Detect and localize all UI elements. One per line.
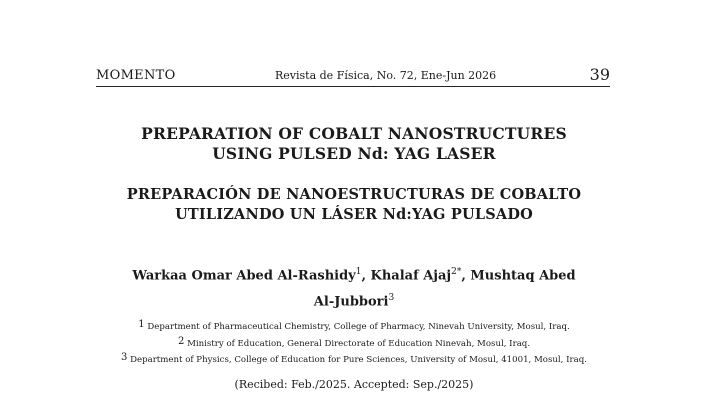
running-header: [96, 66, 610, 87]
english-title-line-2: USING PULSED Nd: YAG LASER: [212, 144, 496, 163]
affiliation-number: 2: [177, 335, 185, 347]
page-number: 39: [589, 65, 610, 84]
affiliation-text: Department of Physics, College of Education for Pure Sciences, University of Mosul, 41001, Mosul, Iraq.: [130, 355, 587, 365]
affiliation-text: Department of Pharmaceutical Chemistry, College of Pharmacy, Ninevah University, Mosul, Iraq.: [147, 322, 570, 332]
author-3-affil-mark: 3: [388, 293, 395, 304]
author-separator: ,: [361, 268, 371, 284]
english-title-line-1: PREPARATION OF COBALT NANOSTRUCTURES: [141, 124, 567, 143]
author-3-name-part-2: Al-Jubbori: [313, 294, 389, 310]
affiliation-1: [0, 318, 708, 335]
author-separator: ,: [461, 268, 471, 284]
english-title: [0, 124, 708, 164]
author-line-1: [0, 261, 708, 287]
author-1-name: Warkaa Omar Abed Al-Rashidy: [132, 268, 356, 284]
affiliation-number: 1: [138, 319, 145, 330]
author-2-affil-mark: 2*: [451, 267, 462, 277]
journal-issue: Revista de Física, No. 72, Ene-Jun 2026: [275, 69, 497, 82]
spanish-title-line-2: UTILIZANDO UN LÁSER Nd:YAG PULSADO: [175, 206, 533, 223]
affiliations: [0, 318, 708, 368]
affiliation-number: 3: [120, 352, 128, 363]
author-3-name-part-1: Mushtaq Abed: [470, 268, 576, 284]
affiliation-3: [0, 351, 708, 368]
received-dates: (Recibed: Feb./2025. Accepted: Sep./2025): [234, 378, 474, 391]
author-2-name: Khalaf Ajaj: [370, 268, 452, 284]
spanish-title-line-1: PREPARACIÓN DE NANOESTRUCTURAS DE COBALTO: [126, 186, 582, 203]
journal-name: MOMENTO: [96, 68, 176, 83]
author-1-affil-mark: 1: [355, 267, 362, 277]
affiliation-text: Ministry of Education, General Directorate of Education Ninevah, Mosul, Iraq.: [187, 338, 531, 349]
author-line-2: [0, 287, 708, 313]
spanish-title: [0, 185, 708, 225]
affiliation-2: [0, 335, 708, 352]
author-list: [0, 261, 708, 314]
